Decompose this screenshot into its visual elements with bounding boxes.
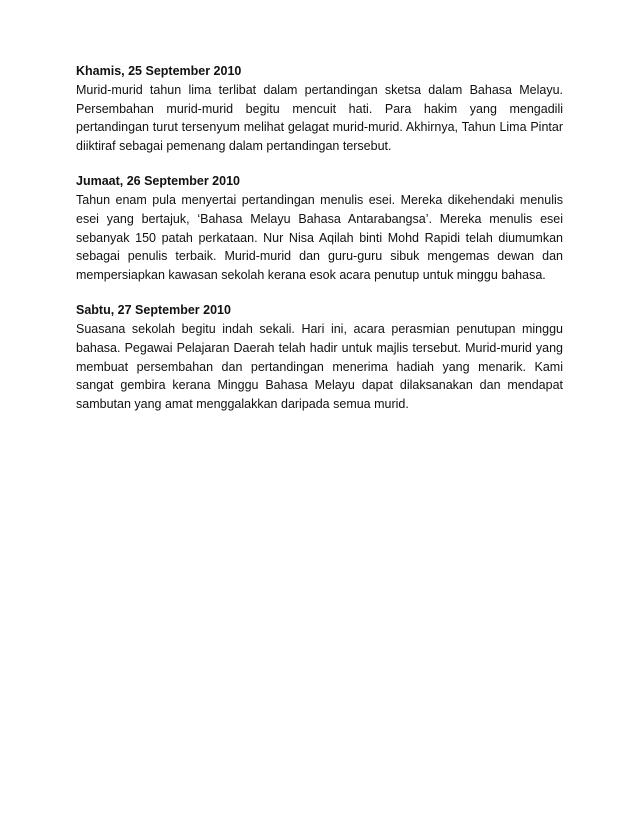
entry-date: Sabtu, 27 September 2010	[76, 303, 231, 318]
diary-entry-sabtu	[76, 301, 563, 413]
diary-entry-jumaat	[76, 172, 563, 284]
entry-body: Murid-murid tahun lima terlibat dalam pertandingan sketsa dalam Bahasa Melayu. Persembahan murid-murid begitu mencuit hati. Para hakim yang mengadili pertandingan turut tersenyum melihat gelagat murid-murid. Akhirnya, Tahun Lima Pintar diiktiraf sebagai pemenang dalam pertandingan tersebut.	[76, 83, 563, 153]
entry-date: Khamis, 25 September 2010	[76, 64, 242, 78]
entry-date: Jumaat, 26 September 2010	[76, 174, 240, 189]
diary-entry-khamis	[76, 62, 563, 155]
document-page	[76, 62, 563, 430]
entry-body: Tahun enam pula menyertai pertandingan menulis esei. Mereka dikehendaki menulis esei yang bertajuk, ‘Bahasa Melayu Bahasa Antarabangsa’. Mereka menulis esei sebanyak 150 patah perkataan. Nur Nisa Aqilah binti Mohd Rapidi telah diumumkan sebagai penulis terbaik. Murid-murid dan guru-guru sibuk mengemas dewan dan mempersiapkan kawasan sekolah kerana esok acara penutup untuk minggu bahasa.	[76, 193, 563, 282]
entry-body: Suasana sekolah begitu indah sekali. Hari ini, acara perasmian penutupan minggu bahasa. Pegawai Pelajaran Daerah telah hadir untuk majlis tersebut. Murid-murid yang membuat persembahan dan pertandingan menerima hadiah yang menarik. Kami sangat gembira kerana Minggu Bahasa Melayu dapat dilaksanakan dan mendapat sambutan yang amat menggalakkan daripada semua murid.	[76, 322, 563, 411]
